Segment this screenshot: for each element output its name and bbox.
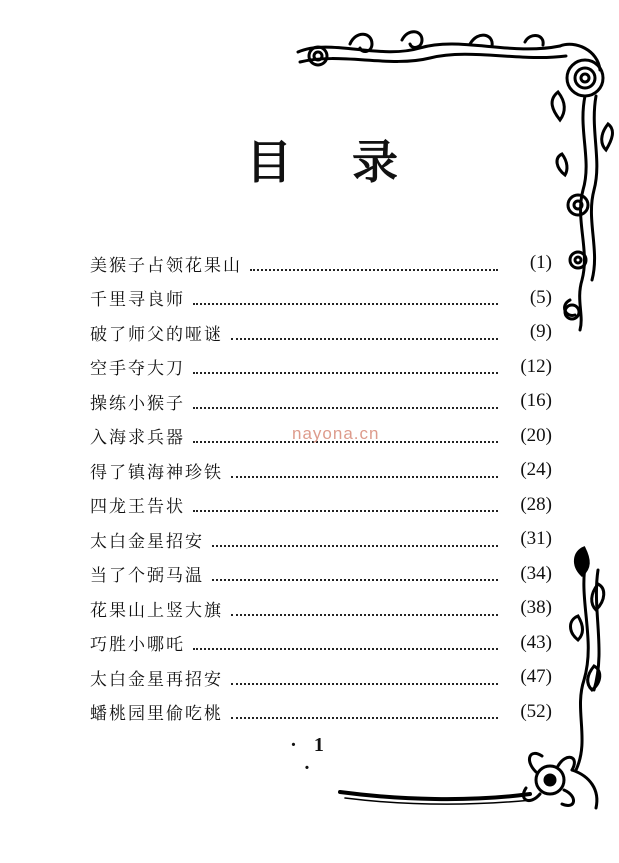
toc-entry-page: (12) xyxy=(520,355,552,377)
toc-entry-title: 破了师父的哑谜 xyxy=(90,324,223,345)
toc-entry-page: (24) xyxy=(520,459,552,481)
dot-leader xyxy=(231,456,498,478)
dot-leader xyxy=(250,249,498,271)
toc-entry-title: 四龙王告状 xyxy=(90,497,185,518)
toc-entry-title: 空手夺大刀 xyxy=(90,359,185,380)
toc-entry-title: 美猴子占领花果山 xyxy=(90,255,242,276)
watermark-text: nayona.cn xyxy=(292,424,380,443)
toc-entry-page: (1) xyxy=(529,252,552,274)
toc-entry-page: (34) xyxy=(520,562,552,584)
toc-entry[interactable] xyxy=(90,488,552,523)
dot-leader xyxy=(193,490,498,512)
toc-entry[interactable] xyxy=(90,660,552,695)
toc-entry[interactable] xyxy=(90,315,552,350)
dot-leader xyxy=(193,628,498,650)
toc-entry[interactable] xyxy=(90,591,552,626)
toc-entry[interactable] xyxy=(90,557,552,592)
dot-leader xyxy=(231,318,498,340)
toc-entry-page: (5) xyxy=(529,286,552,308)
dot-leader xyxy=(231,697,498,719)
toc-entry-title: 入海求兵器 xyxy=(90,428,185,449)
page-number: · 1 · xyxy=(290,734,330,779)
toc-entry[interactable] xyxy=(90,453,552,488)
toc-entry-page: (28) xyxy=(520,493,552,515)
dot-leader xyxy=(193,387,498,409)
toc-entry[interactable] xyxy=(90,522,552,557)
toc-entry[interactable] xyxy=(90,246,552,281)
toc-entry-title: 花果山上竖大旗 xyxy=(90,600,223,621)
dot-leader xyxy=(231,594,498,616)
toc-entry[interactable] xyxy=(90,281,552,316)
toc-entry-page: (9) xyxy=(529,321,552,343)
toc-entry-title: 太白金星招安 xyxy=(90,531,204,552)
toc-entry-page: (47) xyxy=(520,666,552,688)
toc-entry-title: 蟠桃园里偷吃桃 xyxy=(90,704,223,725)
dot-leader xyxy=(212,559,498,581)
toc-entry-title: 千里寻良师 xyxy=(90,290,185,311)
table-of-contents xyxy=(90,246,552,729)
toc-entry-title: 当了个弼马温 xyxy=(90,566,204,587)
dot-leader xyxy=(193,283,498,305)
page-title: 目 录 xyxy=(246,135,421,189)
toc-entry[interactable] xyxy=(90,695,552,730)
toc-entry-title: 得了镇海神珍铁 xyxy=(90,462,223,483)
toc-entry-page: (43) xyxy=(520,631,552,653)
toc-entry-title: 巧胜小哪吒 xyxy=(90,635,185,656)
toc-entry[interactable] xyxy=(90,350,552,385)
dot-leader xyxy=(212,525,498,547)
toc-entry-page: (38) xyxy=(520,597,552,619)
toc-entry[interactable] xyxy=(90,626,552,661)
dot-leader xyxy=(231,663,498,685)
toc-entry-page: (20) xyxy=(520,424,552,446)
toc-entry-page: (16) xyxy=(520,390,552,412)
toc-entry-title: 操练小猴子 xyxy=(90,393,185,414)
toc-entry[interactable] xyxy=(90,384,552,419)
toc-entry-page: (31) xyxy=(520,528,552,550)
toc-entry-page: (52) xyxy=(520,700,552,722)
toc-entry-title: 太白金星再招安 xyxy=(90,669,223,690)
dot-leader xyxy=(193,352,498,374)
